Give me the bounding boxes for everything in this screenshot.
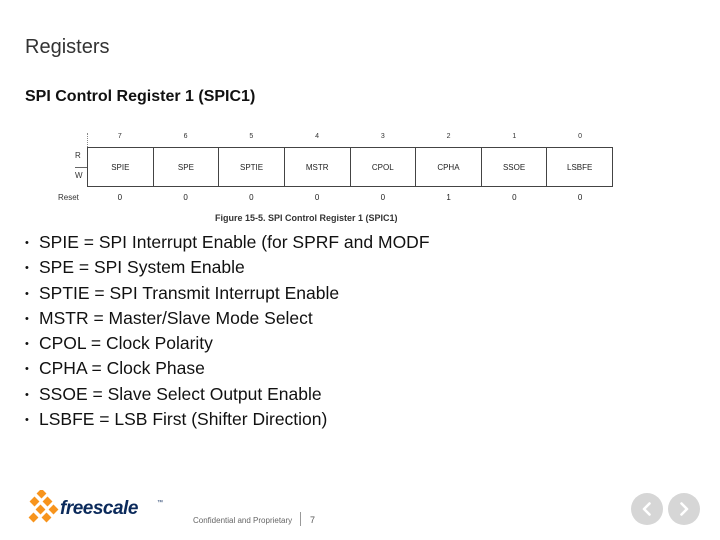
- reset-value: 0: [249, 193, 254, 202]
- reset-value: 1: [446, 193, 451, 202]
- slide-title: Registers: [25, 36, 110, 58]
- bit-number: 2: [446, 133, 451, 140]
- register-field-cpha: CPHA: [416, 148, 482, 186]
- list-item-text: SPE = SPI System Enable: [39, 257, 245, 278]
- figure-caption: Figure 15-5. SPI Control Register 1 (SPIC1): [215, 213, 398, 223]
- bullet-icon: •: [25, 388, 29, 401]
- reset-value: 0: [183, 193, 188, 202]
- register-diagram: [55, 133, 615, 225]
- list-item: [25, 407, 430, 432]
- register-field-mstr: MSTR: [285, 148, 351, 186]
- list-item-text: SSOE = Slave Select Output Enable: [39, 383, 322, 404]
- previous-slide-button[interactable]: [631, 493, 663, 525]
- reset-value: 0: [380, 193, 386, 202]
- logo-mark-icon: [28, 490, 62, 526]
- next-slide-button[interactable]: [668, 493, 700, 525]
- bullet-icon: •: [25, 262, 29, 275]
- register-field-spie: SPIE: [88, 148, 154, 186]
- read-label: R: [75, 151, 81, 160]
- register-field-sptie: SPTIE: [219, 148, 285, 186]
- bullet-icon: •: [25, 312, 29, 325]
- list-item: [25, 281, 430, 306]
- bit-number: 4: [315, 133, 320, 140]
- slide-subtitle: SPI Control Register 1 (SPIC1): [25, 88, 256, 105]
- bit-number: 5: [249, 133, 254, 140]
- bullet-icon: •: [25, 414, 29, 427]
- divider: [87, 133, 88, 147]
- chevron-left-icon: [639, 501, 655, 517]
- bullet-icon: •: [25, 363, 29, 376]
- register-field-spe: SPE: [154, 148, 220, 186]
- list-item: [25, 382, 430, 407]
- footer-divider: [300, 512, 301, 526]
- reset-value: 0: [314, 193, 320, 202]
- bit-number: 7: [117, 133, 122, 140]
- list-item: [25, 255, 430, 280]
- chevron-right-icon: [676, 501, 692, 517]
- logo-text: freescale: [60, 498, 138, 519]
- reset-label: Reset: [58, 193, 79, 202]
- reset-value-row: [87, 193, 613, 202]
- list-item-text: SPIE = SPI Interrupt Enable (for SPRF and MODF: [39, 232, 430, 252]
- list-item-text: CPHA = Clock Phase: [39, 358, 205, 379]
- bit-number: 6: [183, 133, 188, 140]
- list-item: [25, 331, 430, 356]
- list-item: [25, 356, 430, 381]
- list-item: [25, 230, 430, 255]
- bullet-list: [25, 230, 430, 432]
- page-number: 7: [310, 515, 316, 525]
- bit-number-row: [87, 133, 613, 145]
- confidential-label: Confidential and Proprietary: [193, 516, 293, 525]
- list-item-text: MSTR = Master/Slave Mode Select: [39, 307, 313, 328]
- reset-value: 0: [117, 193, 123, 202]
- register-field-lsbfe: LSBFE: [567, 162, 593, 172]
- bit-number: 0: [578, 133, 583, 140]
- write-label: W: [75, 171, 83, 180]
- list-item: [25, 306, 430, 331]
- logo-trademark: ™: [157, 500, 163, 506]
- bullet-icon: •: [25, 287, 29, 300]
- bullet-icon: •: [25, 237, 29, 249]
- reset-value: 0: [512, 193, 517, 202]
- register-fields: [87, 147, 613, 187]
- bit-number: 3: [380, 133, 385, 140]
- list-item-text: LSBFE = LSB First (Shifter Direction): [39, 409, 328, 430]
- reset-value: 0: [577, 193, 583, 202]
- divider: [75, 167, 87, 168]
- register-field-cpol: CPOL: [351, 148, 417, 186]
- bullet-icon: •: [25, 338, 29, 351]
- list-item-text: SPTIE = SPI Transmit Interrupt Enable: [39, 282, 340, 303]
- freescale-logo: [28, 490, 168, 530]
- list-item-text: CPOL = Clock Polarity: [39, 333, 213, 354]
- register-field-ssoe: SSOE: [482, 148, 548, 186]
- bit-number: 1: [512, 133, 517, 140]
